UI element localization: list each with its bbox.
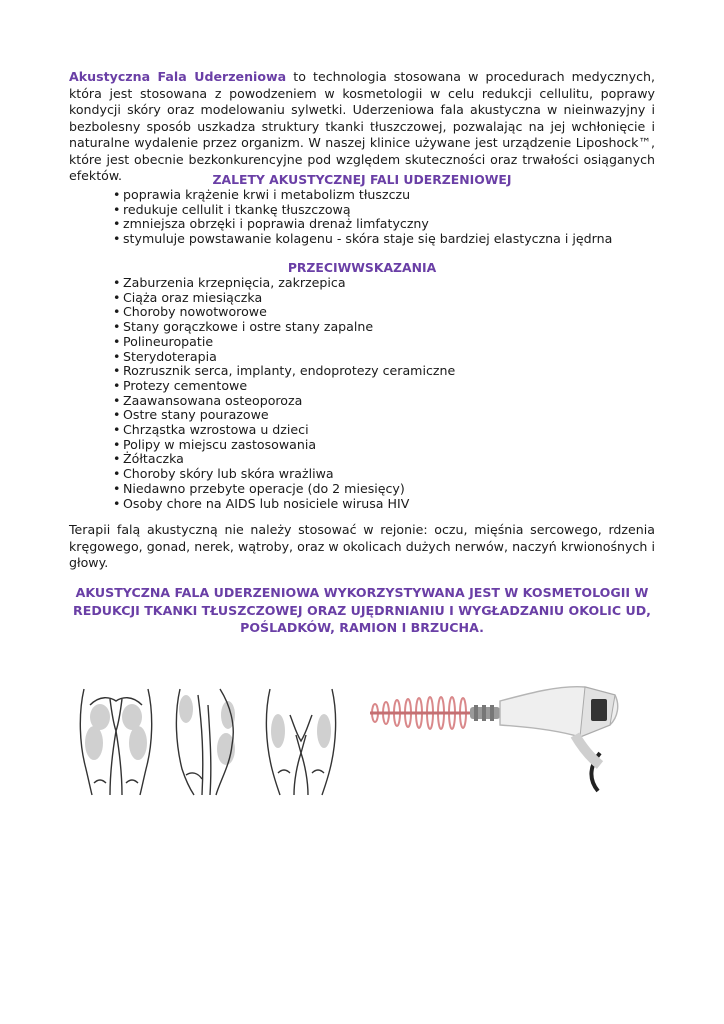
body-areas-back-view-icon: [80, 689, 151, 795]
list-item: • Polineuropatie: [113, 335, 455, 350]
list-item: • Zaburzenia krzepnięcia, zakrzepica: [113, 276, 455, 291]
advantages-list: [113, 188, 612, 247]
list-item: • Niedawno przebyte operacje (do 2 miesięcy): [113, 482, 455, 497]
contraindications-heading: PRZECIWWSKAZANIA: [287, 260, 437, 275]
list-item: • Ciąża oraz miesiączka: [113, 291, 455, 306]
list-item: • Zaawansowana osteoporoza: [113, 394, 455, 409]
list-item: • Chrząstka wzrostowa u dzieci: [113, 423, 455, 438]
intro-lead: Akustyczna Fala Uderzeniowa: [69, 69, 287, 84]
list-item: • redukuje cellulit i tkankę tłuszczową: [113, 203, 612, 218]
list-item: • Ostre stany pourazowe: [113, 408, 455, 423]
list-item: • Osoby chore na AIDS lub nosiciele wirusa HIV: [113, 497, 455, 512]
list-item: • poprawia krążenie krwi i metabolizm tłuszczu: [113, 188, 612, 203]
list-item: • Stany gorączkowe i ostre stany zapalne: [113, 320, 455, 335]
list-item: • Żółtaczka: [113, 452, 455, 467]
list-item: • Protezy cementowe: [113, 379, 455, 394]
liposhock-applicator-icon: [370, 687, 618, 791]
closing-heading: AKUSTYCZNA FALA UDERZENIOWA WYKORZYSTYWANA JEST W KOSMETOLOGII W REDUKCJI TKANKI TŁUSZCZOWEJ ORAZ UJĘDRNIANIU I WYGŁADZANIU OKOLIC UD, POŚLADKÓW, RAMION I BRZUCHA.: [73, 585, 651, 635]
list-item: • Rozrusznik serca, implanty, endoprotezy ceramiczne: [113, 364, 455, 379]
illustrations: [70, 665, 670, 805]
advantages-heading: ZALETY AKUSTYCZNEJ FALI UDERZENIOWEJ: [212, 172, 512, 187]
list-item: • Polipy w miejscu zastosowania: [113, 438, 455, 453]
intro-text: to technologia stosowana w procedurach medycznych, która jest stosowana z powodzeniem w kosmetologii w celu redukcji cellulitu, poprawy kondycji skóry oraz modelowaniu sylwetki. Uderzeniowa fala akustyczna w nieinwazyjny i bezbolesny sposób uszkadza struktury tkanki tłuszczowej, pozwalając na jej wchłonięcie i naturalne wydalenie przez organizm. W naszej klinice używane jest urządzenie Liposhock™, które jest obecnie bezkonkurencyjne pod względem skuteczności oraz trwałości osiąganych efektów.: [69, 69, 655, 183]
list-item: • Choroby nowotworowe: [113, 305, 455, 320]
contraindications-list: [113, 276, 455, 511]
list-item: • stymuluje powstawanie kolagenu - skóra staje się bardziej elastyczna i jędrna: [113, 232, 612, 247]
list-item: • zmniejsza obrzęki i poprawia drenaż limfatyczny: [113, 217, 612, 232]
body-areas-front-view-icon: [266, 689, 335, 795]
list-item: • Sterydoterapia: [113, 350, 455, 365]
body-areas-side-view-icon: [176, 689, 235, 795]
list-item: • Choroby skóry lub skóra wrażliwa: [113, 467, 455, 482]
intro-paragraph: [69, 69, 655, 185]
exclusion-paragraph: Terapii falą akustyczną nie należy stosować w rejonie: oczu, mięśnia sercowego, rdzenia kręgowego, gonad, nerek, wątroby, oraz w okolicach dużych nerwów, naczyń krwionośnych i głowy.: [69, 522, 655, 570]
